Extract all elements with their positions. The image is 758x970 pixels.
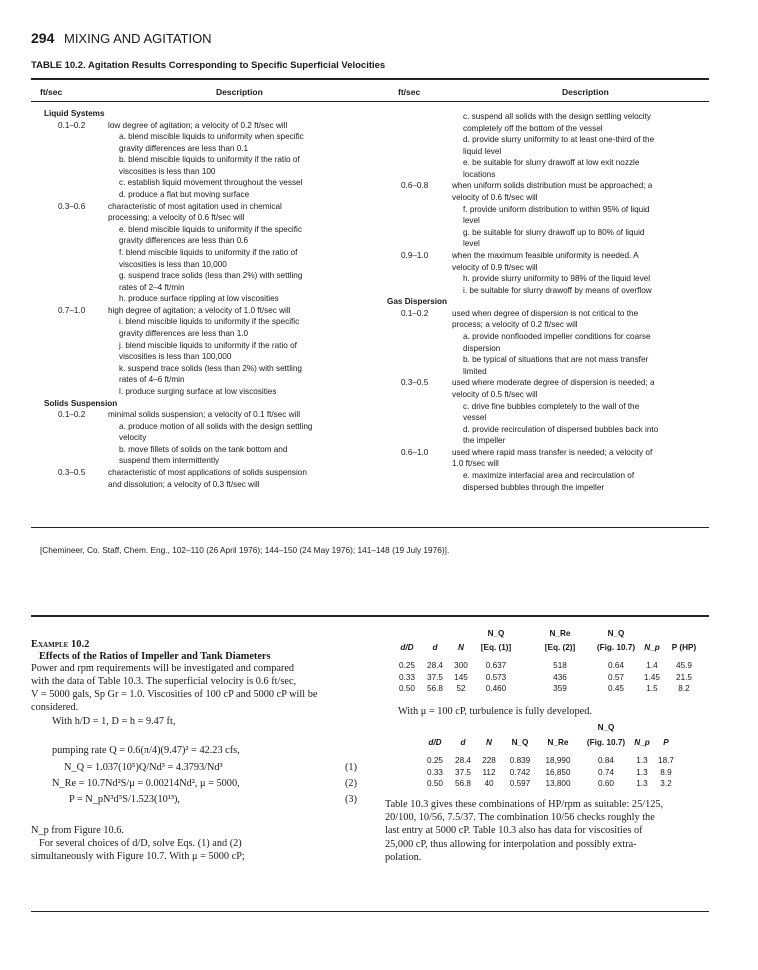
table-cell: 37.5 <box>455 767 471 777</box>
table-cell: 300 <box>454 661 468 670</box>
paragraph-line: V = 5000 gals, Sp Gr = 1.0. Viscosities of 100 cP and 5000 cP will be <box>31 688 318 700</box>
table-cell: 359 <box>553 684 567 694</box>
table-line: gravity differences are less than 0.1 <box>119 143 249 153</box>
table-line: i. blend miscible liquids to uniformity if the specific <box>119 317 300 327</box>
column-header: [Eq. (2)] <box>544 643 576 652</box>
header-ftsec-left: ft/sec <box>40 87 63 97</box>
table-cell: 0.460 <box>485 684 507 694</box>
table-line: dispersed bubbles through the impeller <box>463 482 605 492</box>
table-line: i. be suitable for slurry drawoff by means of overflow <box>463 285 652 295</box>
column-header: (Fig. 10.7) <box>586 738 626 747</box>
table-cell: 13,800 <box>545 779 571 789</box>
table-line: and dissolution; a velocity of 0.3 ft/sec will <box>108 479 260 489</box>
example-heading: Example 10.2 <box>31 639 90 650</box>
paragraph-line: considered. <box>31 701 79 713</box>
table-line: velocity <box>119 433 147 443</box>
column-header: N_Re <box>547 738 569 747</box>
table-line: locations <box>463 169 496 179</box>
column-header: N <box>458 643 464 652</box>
paragraph-line: For several choices of d/D, solve Eqs. (1) and (2) <box>39 838 242 849</box>
header-description-left: Description <box>216 87 263 97</box>
column-header: [Eq. (1)] <box>480 643 512 652</box>
table-line: gravity differences are less than 0.6 <box>119 236 249 246</box>
table-line: h. provide slurry uniformity to 98% of the liquid level <box>463 274 651 284</box>
paragraph-line: with the data of Table 10.3. The superficial velocity is 0.6 ft/sec, <box>31 675 297 687</box>
paragraph-line: simultaneously with Figure 10.7. With μ = 5000 cP; <box>31 850 245 862</box>
table-line: g. suspend trace solids (less than 2%) with settling <box>119 271 303 281</box>
table-cell: 0.64 <box>608 661 624 670</box>
table-line: high degree of agitation; a velocity of 1.0 ft/sec will <box>108 305 291 315</box>
column-header: P (HP) <box>671 643 697 652</box>
table-cell: 1.5 <box>646 684 658 694</box>
table-line: g. be suitable for slurry drawoff up to 80% of liquid <box>463 227 645 237</box>
table-cell: 0.637 <box>485 661 507 670</box>
column-header: d/D <box>428 738 442 747</box>
np-source-line: N_p from Figure 10.6. <box>31 825 124 836</box>
column-header: N_Q <box>487 629 505 638</box>
table-cell: 0.60 <box>598 779 614 789</box>
table-line: rates of 4–6 ft/min <box>119 375 185 385</box>
table-cell: 1.45 <box>644 672 660 682</box>
velocity-range: 0.1–0.2 <box>58 120 86 130</box>
table-line: d. produce a flat but moving surface <box>119 190 250 200</box>
table-line: level <box>463 216 480 226</box>
equation-3-number: (3) <box>345 794 358 805</box>
table-cell: 0.839 <box>509 756 531 765</box>
example-given: With h/D = 1, D = h = 9.47 ft, <box>52 716 176 727</box>
table-cell: 18.7 <box>658 756 674 765</box>
table-line: limited <box>463 366 487 376</box>
table-cell: 112 <box>482 767 496 777</box>
table-line: vessel <box>463 413 487 423</box>
table-line: minimal solids suspension; a velocity of 0.1 ft/sec will <box>108 410 301 420</box>
table-line: used when degree of dispersion is not critical to the <box>452 308 639 318</box>
paragraph-line: 25,000 cP, thus allowing for interpolation and possibly extra- <box>385 838 637 850</box>
table-line: gravity differences are less than 1.0 <box>119 329 249 339</box>
table-line: used where moderate degree of dispersion is needed; a <box>452 378 655 388</box>
example-top-rule <box>31 615 709 617</box>
table-cell: 0.45 <box>608 684 624 694</box>
table-cell: 0.573 <box>485 672 507 682</box>
table-cell: 56.8 <box>427 684 443 694</box>
table-cell: 0.25 <box>399 661 415 670</box>
table-cell: 8.9 <box>660 767 672 777</box>
table-line: e. blend miscible liquids to uniformity if the specific <box>119 224 302 234</box>
velocity-range: 0.1–0.2 <box>58 410 86 420</box>
table-line: low degree of agitation; a velocity of 0.2 ft/sec will <box>108 120 288 130</box>
table-line: velocity of 0.6 ft/sec will <box>452 193 538 203</box>
table-line: used where rapid mass transfer is needed; a velocity of <box>452 447 653 457</box>
table-line: b. be typical of situations that are not mass transfer <box>463 355 649 365</box>
page-bottom-rule <box>31 911 709 912</box>
page-number: 294 <box>31 30 55 46</box>
paragraph-line: 20/100, 10/56, 7.5/37. The combination 10/56 checks roughly the <box>385 812 655 824</box>
velocity-range: 0.9–1.0 <box>401 250 429 260</box>
table-cell: 1.3 <box>636 767 648 777</box>
table-line: b. move fillets of solids on the tank bottom and <box>119 444 288 454</box>
column-header: N <box>486 738 492 747</box>
column-header: P <box>663 738 669 747</box>
velocity-range: 0.6–0.8 <box>401 181 429 191</box>
table-line: l. produce surging surface at low viscosities <box>119 386 277 396</box>
table-cell: 436 <box>553 672 567 682</box>
column-header: N_p <box>634 738 650 747</box>
section-heading: Gas Dispersion <box>387 297 448 307</box>
table-source-note: [Chemineer, Co. Staff, Chem. Eng., 102–110 (26 April 1976); 144–150 (24 May 1976); 141–148 (19 July 1976)]. <box>40 545 450 555</box>
header-description-right: Description <box>562 87 609 97</box>
table-line: f. provide uniform distribution to within 95% of liquid <box>463 204 650 214</box>
table-line: when uniform solids distribution must be approached; a <box>452 181 653 191</box>
equation-2-number: (2) <box>345 778 358 789</box>
table-line: viscosities is less than 10,000 <box>119 259 227 269</box>
table-cell: 145 <box>454 672 468 682</box>
table-cell: 1.4 <box>646 661 658 670</box>
column-header: d <box>432 643 438 652</box>
table-cell: 28.4 <box>455 756 471 765</box>
column-header: N_Re <box>549 629 571 638</box>
table-line: a. produce motion of all solids with the design settling <box>119 421 313 431</box>
paragraph-line: Power and rpm requirements will be investigated and compared <box>31 663 295 674</box>
table-cell: 1.3 <box>636 779 648 789</box>
table-line: viscosities is less than 100 <box>119 166 216 176</box>
table-line: suspend them intermittently <box>119 456 220 466</box>
equation-1-number: (1) <box>345 762 358 773</box>
column-header: d <box>460 738 466 747</box>
column-header: N_p <box>644 643 660 652</box>
table-line: viscosities is less than 100,000 <box>119 352 232 362</box>
table-cell: 28.4 <box>427 661 443 670</box>
table-line: the impeller <box>463 436 506 446</box>
table-line: c. establish liquid movement throughout the vessel <box>119 178 303 188</box>
column-header: N_Q <box>511 738 529 747</box>
table-cell: 37.5 <box>427 672 443 682</box>
equation-3: P = N_pN³d⁵S/1.523(10¹³), <box>69 794 180 805</box>
column-header: d/D <box>400 643 414 652</box>
table-line: h. produce surface rippling at low viscosities <box>119 294 279 304</box>
table-line: 1.0 ft/sec will <box>452 459 499 469</box>
velocity-range: 0.7–1.0 <box>58 305 86 315</box>
table-line: process; a velocity of 0.2 ft/sec will <box>452 320 578 330</box>
table-line: c. drive fine bubbles completely to the wall of the <box>463 401 640 411</box>
table-line: level <box>463 239 480 249</box>
table-line: characteristic of most agitation used in chemical <box>108 201 282 211</box>
velocity-range: 0.3–0.6 <box>58 201 86 211</box>
table-line: processing; a velocity of 0.6 ft/sec will <box>108 213 245 223</box>
table-line: j. blend miscible liquids to uniformity if the ratio of <box>119 340 297 350</box>
table-cell: 1.3 <box>636 756 648 765</box>
table-line: k. suspend trace solids (less than 2%) with settling <box>119 363 302 373</box>
table-cell: 228 <box>482 756 496 765</box>
section-heading: Liquid Systems <box>44 109 105 118</box>
table-line: d. provide slurry uniformity to at least one-third of the <box>463 135 655 145</box>
table-line: rates of 2–4 ft/min <box>119 282 185 292</box>
table-title: TABLE 10.2. Agitation Results Corresponding to Specific Superficial Velocities <box>31 60 386 71</box>
equation-1: N_Q = 1.037(10⁵)Q/Nd³ = 4.3793/Nd³ <box>64 762 223 773</box>
running-head <box>31 30 212 46</box>
table-line: b. blend miscible liquids to uniformity if the ratio of <box>119 155 300 165</box>
table-cell: 52 <box>456 684 466 694</box>
table-line: velocity of 0.5 ft/sec will <box>452 389 538 399</box>
column-header: N_Q <box>597 723 615 732</box>
table-cell: 16,850 <box>545 767 571 777</box>
table-cell: 0.597 <box>509 779 531 789</box>
table-cell: 18,990 <box>545 756 571 765</box>
table-cell: 0.25 <box>427 756 443 765</box>
table-cell: 0.33 <box>399 672 415 682</box>
turbulence-note: With μ = 100 cP, turbulence is fully developed. <box>398 706 592 717</box>
table-bottom-rule <box>31 527 709 528</box>
table-line: a. blend miscible liquids to uniformity when specific <box>119 132 304 142</box>
header-ftsec-right: ft/sec <box>398 87 421 97</box>
column-header: (Fig. 10.7) <box>596 643 636 652</box>
table-line: dispersion <box>463 343 501 353</box>
table-header-rule <box>31 101 709 102</box>
running-title: MIXING AND AGITATION <box>63 31 212 46</box>
table-cell: 0.74 <box>598 767 614 777</box>
table-cell: 0.84 <box>598 756 614 765</box>
table-cell: 0.50 <box>399 684 415 694</box>
paragraph-line: last entry at 5000 cP. Table 10.3 also has data for viscosities of <box>385 825 643 837</box>
table-cell: 40 <box>484 779 494 789</box>
table-cell: 45.9 <box>676 661 692 670</box>
table-cell: 56.8 <box>455 779 471 789</box>
table-cell: 0.33 <box>427 767 443 777</box>
table-line: d. provide recirculation of dispersed bubbles back into <box>463 424 659 434</box>
table-cell: 21.5 <box>676 672 692 682</box>
table-cell: 8.2 <box>678 684 690 694</box>
table-top-rule <box>31 78 709 80</box>
table-line: when the maximum feasible uniformity is needed. A <box>452 250 639 260</box>
velocity-range: 0.3–0.5 <box>58 467 86 477</box>
section-heading: Solids Suspension <box>44 398 118 408</box>
table-line: characteristic of most applications of solids suspension <box>108 467 307 477</box>
table-cell: 0.50 <box>427 779 443 789</box>
example-subheading: Effects of the Ratios of Impeller and Tank Diameters <box>39 651 271 662</box>
table-cell: 3.2 <box>660 779 672 789</box>
column-header: N_Q <box>607 629 625 638</box>
table-line: completely off the bottom of the vessel <box>463 123 603 133</box>
table-cell: 0.742 <box>509 767 531 777</box>
table-line: velocity of 0.9 ft/sec will <box>452 262 538 272</box>
table-line: e. maximize interfacial area and recirculation of <box>463 470 635 480</box>
paragraph-line: polation. <box>385 851 422 863</box>
table-line: a. provide nonflooded impeller conditions for coarse <box>463 332 651 342</box>
velocity-range: 0.1–0.2 <box>401 308 429 318</box>
paragraph-line: Table 10.3 gives these combinations of HP/rpm as suitable: 25/125, <box>385 799 664 810</box>
table-cell: 518 <box>553 661 567 670</box>
table-line: liquid level <box>463 146 502 156</box>
example-pumping-rate: pumping rate Q = 0.6(π/4)(9.47)² = 42.23 cfs, <box>52 745 240 756</box>
table-line: c. suspend all solids with the design settling velocity <box>463 112 651 121</box>
table-cell: 0.57 <box>608 672 624 682</box>
table-line: e. be suitable for slurry drawoff at low exit nozzle <box>463 158 640 168</box>
equation-2: N_Re = 10.7Nd²S/μ = 0.00214Nd², μ = 5000, <box>52 778 240 789</box>
velocity-range: 0.6–1.0 <box>401 447 429 457</box>
table-line: f. blend miscible liquids to uniformity if the ratio of <box>119 247 298 257</box>
velocity-range: 0.3–0.5 <box>401 378 429 388</box>
